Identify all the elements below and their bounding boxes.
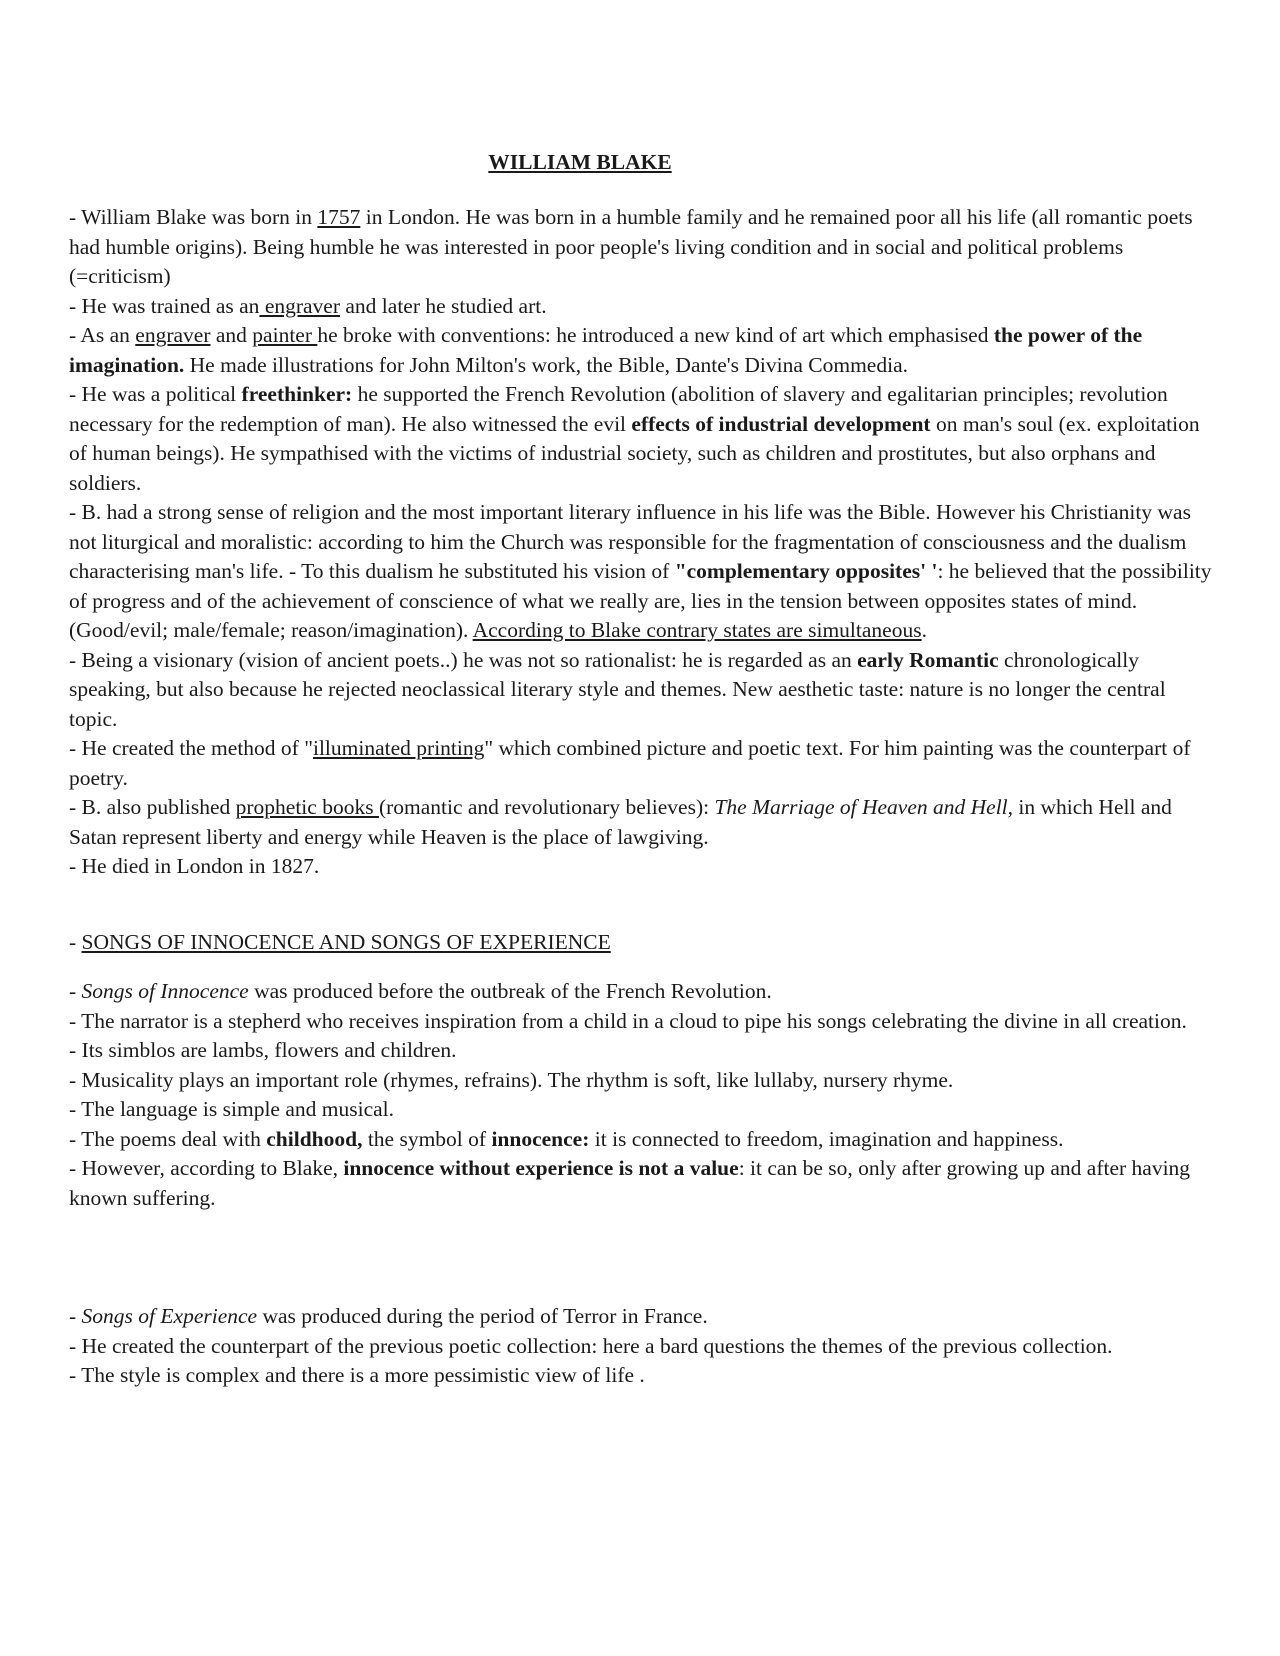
- text-run: (romantic and revolutionary believes):: [378, 795, 715, 819]
- text-run: -: [69, 930, 82, 954]
- bold-text: "complementary opposites' ': [674, 559, 938, 583]
- text-run: - He was a political: [69, 382, 242, 406]
- section-heading: [69, 928, 1219, 958]
- innocence-paragraph: [69, 1095, 1219, 1125]
- text-run: - The narrator is a stepherd who receives inspiration from a child in a cloud to pipe his songs celebrating the divine in all creation.: [69, 1008, 1187, 1033]
- bold-text: freethinker:: [241, 382, 353, 406]
- innocence-paragraph: [69, 1066, 1219, 1096]
- bold-text: innocence without experience is not a value: [343, 1156, 739, 1180]
- text-run: - He was trained as an: [69, 293, 260, 318]
- bio-paragraph: [69, 852, 1219, 882]
- bio-paragraph: [69, 292, 1219, 322]
- text-run: : he believed that the possibility of progress and of the achievement of conscience of what we really are, lies in the tension between opposites states of mind. (Good/evil; male/female; reason/imagination).: [69, 559, 1212, 642]
- songs-section-heading: [69, 928, 1219, 958]
- text-run: he supported the French Revolution (abolition of slavery and egalitarian principles; revolution necessary for the redemption of man). He also witnessed the evil: [69, 382, 1168, 436]
- innocence-paragraph: [69, 1154, 1219, 1213]
- text-run: - He created the counterpart of the previous poetic collection: here a bard questions the themes of the previous collection.: [69, 1333, 1113, 1358]
- innocence-paragraph: [69, 1125, 1219, 1155]
- text-run: - He died in London in 1827.: [69, 854, 320, 878]
- bold-text: effects of industrial development: [631, 411, 931, 436]
- bold-text: early Romantic: [857, 647, 999, 672]
- innocence-paragraph: [69, 1007, 1219, 1037]
- bio-paragraph: [69, 793, 1219, 852]
- underlined-text: According to Blake contrary states are simultaneous: [472, 618, 922, 642]
- text-run: - B. had a strong sense of religion and the most important literary influence in his life was the Bible. However his Christianity was not liturgical and moralistic: according to him the Church was responsible for the fragmentation of consciousness and the dualism characterising man's life. - To this dualism he substituted his vision of: [69, 500, 1191, 583]
- bold-text: innocence:: [491, 1126, 590, 1151]
- text-run: and later he studied art.: [340, 293, 547, 318]
- bio-paragraph: [69, 380, 1219, 498]
- text-run: - The language is simple and musical.: [69, 1097, 395, 1121]
- underlined-text: 1757: [317, 205, 361, 229]
- text-run: - The poems deal with: [69, 1126, 267, 1151]
- text-run: - Being a visionary (vision of ancient poets..) he was not so rationalist: he is regarded as an: [69, 647, 858, 672]
- experience-paragraph: [69, 1302, 1219, 1332]
- text-run: - As an: [69, 323, 136, 347]
- bio-paragraph: [69, 203, 1219, 292]
- text-run: he broke with conventions: he introduced a new kind of art which emphasised: [317, 323, 994, 347]
- underlined-text: illuminated printing: [312, 736, 485, 760]
- text-run: -: [69, 1304, 82, 1328]
- underlined-text: painter: [252, 323, 318, 347]
- italic-text: The Marriage of Heaven and Hell,: [714, 795, 1014, 819]
- innocence-paragraph: [69, 977, 1219, 1007]
- text-run: was produced during the period of Terror in France.: [257, 1304, 708, 1328]
- biography-section: [69, 203, 1219, 882]
- text-run: - B. also published: [69, 795, 236, 819]
- text-run: - Musicality plays an important role (rhymes, refrains). The rhythm is soft, like lullaby, nursery rhyme.: [69, 1067, 954, 1092]
- bold-text: childhood,: [266, 1126, 363, 1151]
- text-run: the symbol of: [362, 1126, 492, 1151]
- italic-text: Songs of Innocence: [81, 979, 249, 1003]
- experience-paragraph: [69, 1332, 1219, 1362]
- text-run: " which combined picture and poetic text. For him painting was the counterpart of poetry.: [69, 736, 1191, 790]
- bold-text: the power of the imagination.: [69, 323, 1143, 377]
- text-run: in London. He was born in a humble family and he remained poor all his life (all romantic poets had humble origins). Being humble he was interested in poor people's living condition and in social and political problems (=criticism): [69, 205, 1193, 288]
- text-run: on man's soul (ex. exploitation of human beings). He sympathised with the victims of industrial society, such as children and prostitutes, but also orphans and soldiers.: [69, 411, 1200, 495]
- text-run: was produced before the outbreak of the French Revolution.: [248, 979, 772, 1003]
- text-run: - Its simblos are lambs, flowers and children.: [69, 1038, 457, 1062]
- text-run: it is connected to freedom, imagination and happiness.: [589, 1126, 1064, 1151]
- underlined-text: engraver: [135, 323, 211, 347]
- italic-text: Songs of Experience: [81, 1304, 258, 1328]
- bio-paragraph: [69, 734, 1219, 793]
- innocence-section: [69, 977, 1219, 1213]
- bio-paragraph: [69, 498, 1219, 646]
- text-run: in which Hell and Satan represent liberty and energy while Heaven is the place of lawgiving.: [69, 795, 1172, 849]
- underlined-text: prophetic books: [235, 795, 379, 819]
- underlined-text: SONGS OF INNOCENCE AND SONGS OF EXPERIENCE: [81, 930, 611, 954]
- experience-section: [69, 1302, 1219, 1391]
- text-run: -: [69, 979, 82, 1003]
- text-run: - The style is complex and there is a more pessimistic view of life .: [69, 1363, 645, 1387]
- bio-paragraph: [69, 646, 1219, 735]
- text-run: He made illustrations for John Milton's work, the Bible, Dante's Divina Commedia.: [184, 352, 908, 377]
- text-run: - William Blake was born in: [69, 205, 318, 229]
- text-run: : it can be so, only after growing up and after having known suffering.: [69, 1156, 1191, 1210]
- bio-paragraph: [69, 321, 1219, 380]
- text-run: chronologically speaking, but also because he rejected neoclassical literary style and themes. New aesthetic taste: nature is no longer the central topic.: [69, 647, 1166, 731]
- text-run: .: [921, 618, 927, 642]
- document-title: WILLIAM BLAKE: [488, 150, 672, 174]
- text-run: - However, according to Blake,: [69, 1156, 344, 1180]
- text-run: and: [210, 323, 253, 347]
- experience-paragraph: [69, 1361, 1219, 1391]
- innocence-paragraph: [69, 1036, 1219, 1066]
- underlined-text: engraver: [259, 293, 341, 318]
- text-run: - He created the method of ": [69, 736, 313, 760]
